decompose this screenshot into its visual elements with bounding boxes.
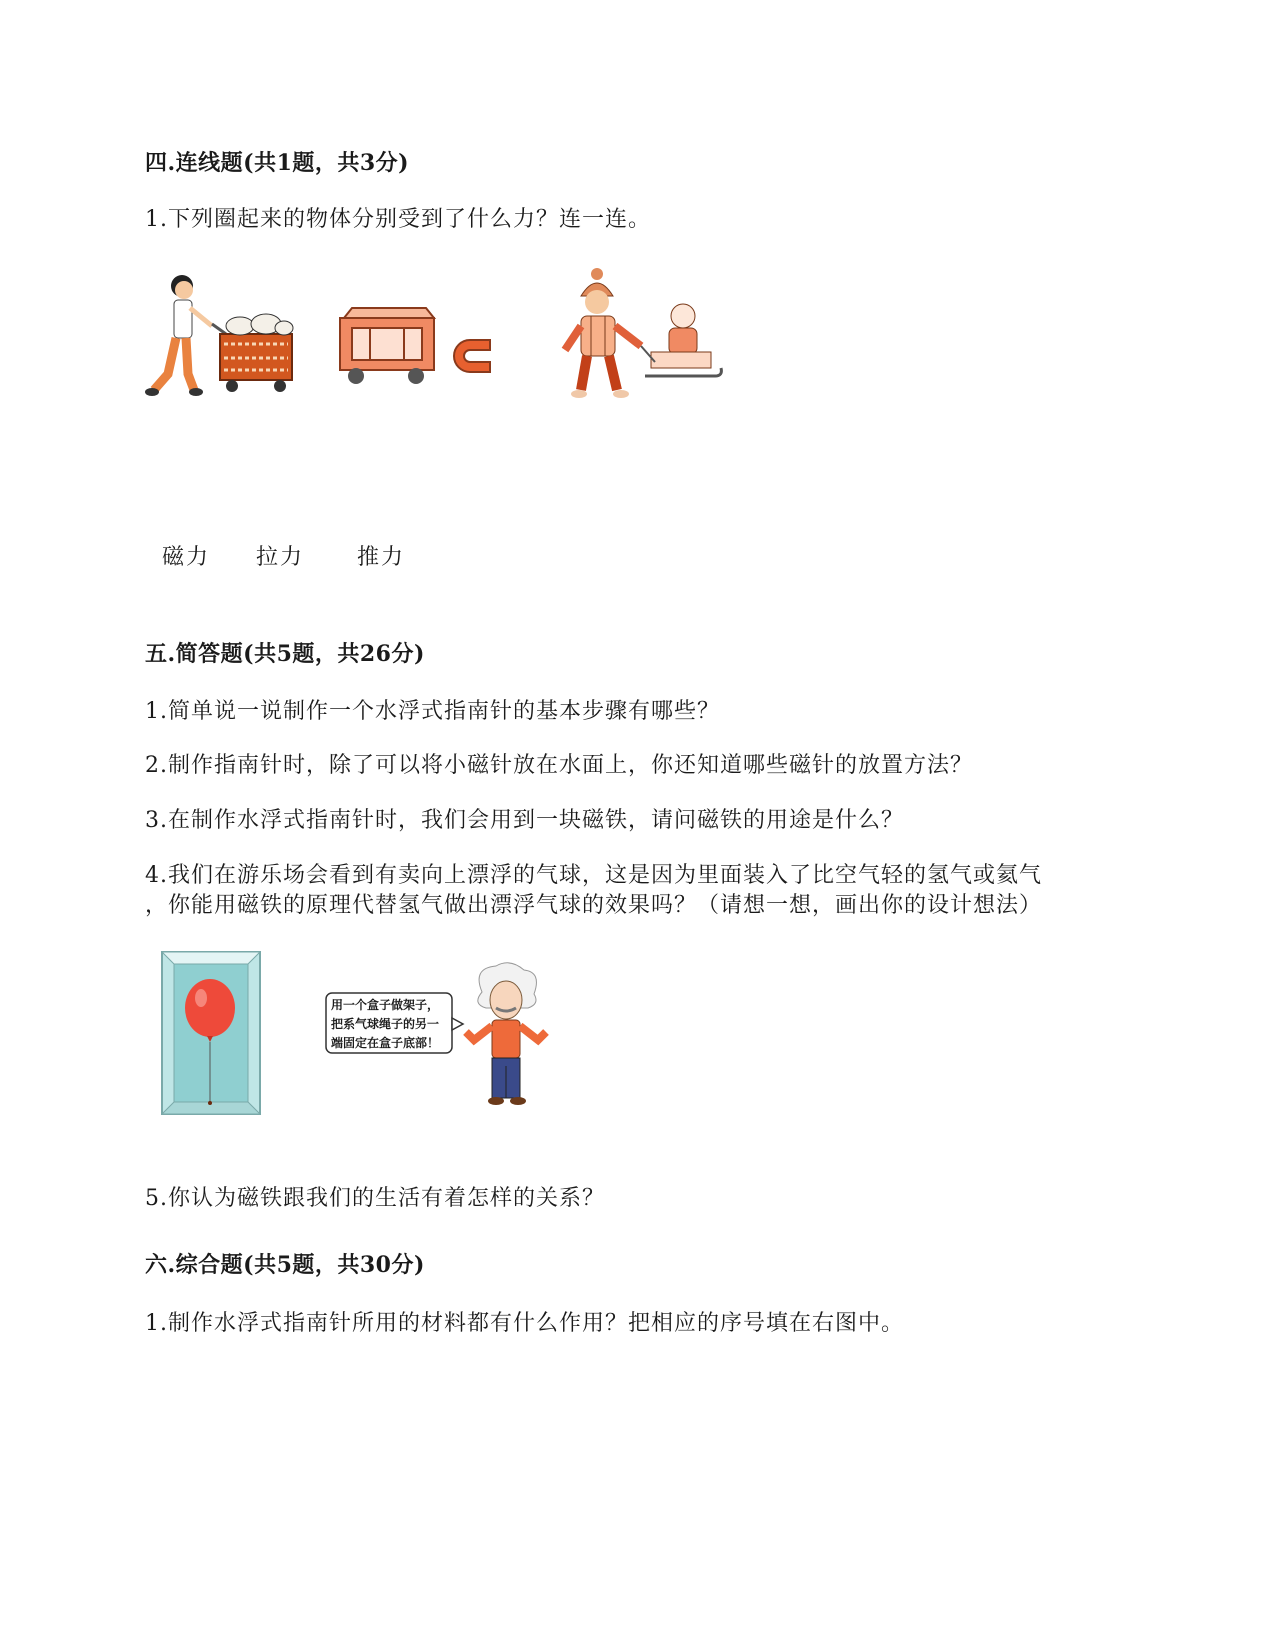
- section5-question-1: 1.简单说一说制作一个水浮式指南针的基本步骤有哪些？: [145, 699, 720, 724]
- section5-heading: 五.简答题(共5题，共26分): [145, 641, 425, 667]
- speech-line-3: 端固定在盒子底部！: [331, 1036, 440, 1050]
- kid-pulling-sled-illustration: [555, 262, 725, 412]
- speech-line-1: 用一个盒子做架子，: [331, 998, 440, 1012]
- scientist-character-illustration: [462, 962, 552, 1107]
- section5-question-5: 5.你认为磁铁跟我们的生活有着怎样的关系？: [145, 1186, 605, 1211]
- section5-question-3: 3.在制作水浮式指南针时，我们会用到一块磁铁，请问磁铁的用途是什么？: [145, 808, 904, 833]
- section5-question-2: 2.制作指南针时，除了可以将小磁针放在水面上，你还知道哪些磁针的放置方法？: [145, 753, 973, 778]
- speech-line-2: 把系气球绳子的另一: [331, 1017, 440, 1031]
- section4-question-1: 1.下列圈起来的物体分别受到了什么力？连一连。: [145, 207, 651, 232]
- section6-heading: 六.综合题(共5题，共30分): [145, 1252, 425, 1278]
- speech-bubble-text: [331, 996, 439, 1053]
- option-pulling-force: 拉力: [256, 545, 305, 570]
- option-pushing-force: 推力: [357, 545, 406, 570]
- balloon-in-box-illustration: [160, 950, 265, 1120]
- section6-question-1: 1.制作水浮式指南针所用的材料都有什么作用？把相应的序号填在右图中。: [145, 1311, 904, 1336]
- section5-question-4-line-2: ，你能用磁铁的原理代替氢气做出漂浮气球的效果吗？（请想一想，画出你的设计想法）: [145, 893, 1043, 918]
- section5-question-4-line-1: 4.我们在游乐场会看到有卖向上漂浮的气球，这是因为里面装入了比空气轻的氢气或氦气: [145, 863, 1042, 888]
- toy-car-magnet-illustration: [330, 300, 510, 390]
- boy-pushing-cart-illustration: [140, 262, 310, 407]
- section4-heading: 四.连线题(共1题，共3分): [145, 150, 410, 176]
- option-magnetic-force: 磁力: [162, 545, 211, 570]
